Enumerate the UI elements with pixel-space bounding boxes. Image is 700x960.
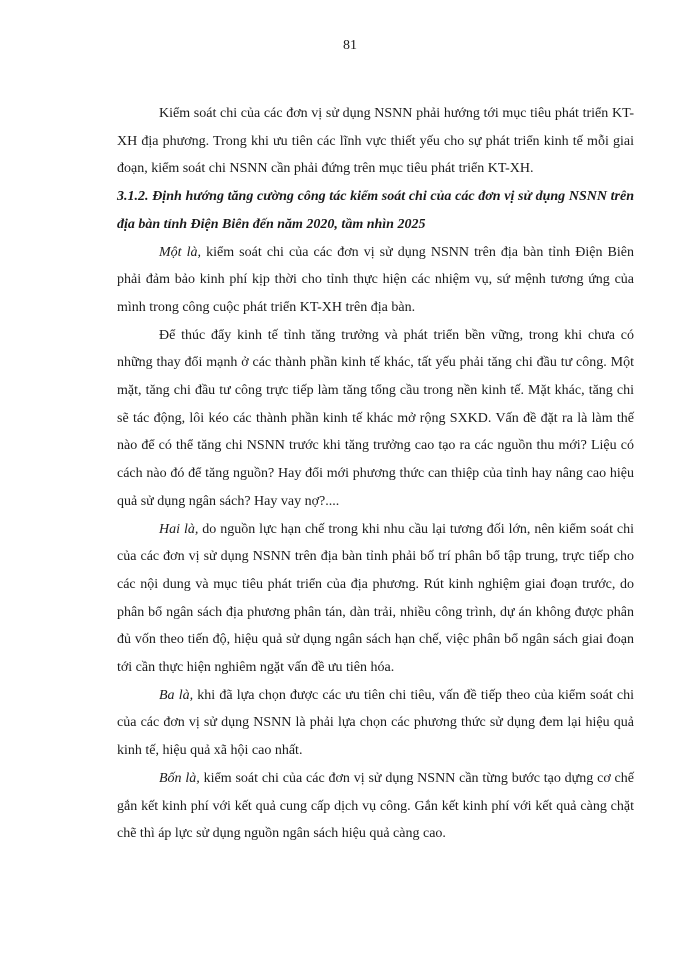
paragraph-thuc-day: Để thúc đẩy kinh tế tỉnh tăng trưởng và phát triển bền vững, trong khi chưa có những thay đổi mạnh ở các thành phần kinh tế khác, tất yếu phải tăng chi đầu tư công. Một mặt, tăng chi đầu tư công trực tiếp làm tăng tổng cầu trong nền kinh tế. Mặt khác, tăng chi sẽ tác động, lôi kéo các thành phần kinh tế khác mở rộng SXKD. Vấn đề đặt ra là làm thế nào để có thể tăng chi NSNN trước khi tăng trưởng cao tạo ra các nguồn thu mới? Liệu có cách nào đó để tăng nguồn? Hay đổi mới phương thức can thiệp của tỉnh hay nâng cao hiệu quả sử dụng ngân sách? Hay vay nợ?.... bbox=[117, 327, 634, 509]
paragraph-text: kiểm soát chi của các đơn vị sử dụng NSNN cần từng bước tạo dựng cơ chế gắn kết kinh phí với kết quả cung cấp dịch vụ công. Gắn kết kinh phí với kết quả càng chặt chẽ thì áp lực sử dụng nguồn ngân sách hiệu quả càng cao. bbox=[117, 770, 634, 842]
page-number: 81 bbox=[343, 38, 357, 53]
paragraph-intro: Kiểm soát chi của các đơn vị sử dụng NSNN phải hướng tới mục tiêu phát triển KT-XH địa phương. Trong khi ưu tiên các lĩnh vực thiết yếu cho sự phát triển kinh tế mỗi giai đoạn, kiểm soát chi NSNN cần phải đứng trên mục tiêu phát triển KT-XH. bbox=[117, 106, 634, 177]
paragraph-ba-la bbox=[117, 682, 634, 765]
paragraph-lead: Ba là, bbox=[159, 687, 194, 703]
paragraph-mot-la bbox=[117, 239, 634, 322]
paragraph-bon-la bbox=[117, 765, 634, 848]
paragraph-text: do nguồn lực hạn chế trong khi nhu cầu lại tương đối lớn, nên kiểm soát chi của các đơn vị sử dụng NSNN trên địa bàn tỉnh phải bố trí phân bổ tập trung, trực tiếp cho các nội dung và mục tiêu phát triển của địa phương. Rút kinh nghiệm giai đoạn trước, do phân bổ ngân sách địa phương phân tán, dàn trải, nhiều công trình, dự án không được phân đủ vốn theo tiến độ, hiệu quả sử dụng ngân sách hạn chế, việc phân bổ ngân sách giai đoạn tới cần thực hiện nghiêm ngặt vấn đề ưu tiên hóa. bbox=[117, 521, 635, 676]
section-heading-3-1-2: 3.1.2. Định hướng tăng cường công tác kiểm soát chi của các đơn vị sử dụng NSNN trên địa bàn tỉnh Điện Biên đến năm 2020, tầm nhìn 2025 bbox=[117, 189, 634, 232]
paragraph-lead: Bốn là, bbox=[159, 770, 200, 786]
document-body bbox=[117, 100, 634, 848]
paragraph-lead: Một là, bbox=[159, 244, 202, 260]
paragraph-text: khi đã lựa chọn được các ưu tiên chi tiêu, vấn đề tiếp theo của kiểm soát chi của các đơn vị sử dụng NSNN là phải lựa chọn các phương thức sử dụng đem lại hiệu quả kinh tế, hiệu quả xã hội cao nhất. bbox=[117, 687, 634, 759]
paragraph-text: kiểm soát chi của các đơn vị sử dụng NSNN trên địa bàn tỉnh Điện Biên phải đảm bảo kinh phí kịp thời cho tỉnh thực hiện các nhiệm vụ, sứ mệnh tương ứng của mình trong công cuộc phát triển KT-XH trên địa bàn. bbox=[117, 244, 634, 315]
paragraph-lead: Hai là, bbox=[159, 521, 199, 537]
paragraph-hai-la bbox=[117, 516, 634, 682]
